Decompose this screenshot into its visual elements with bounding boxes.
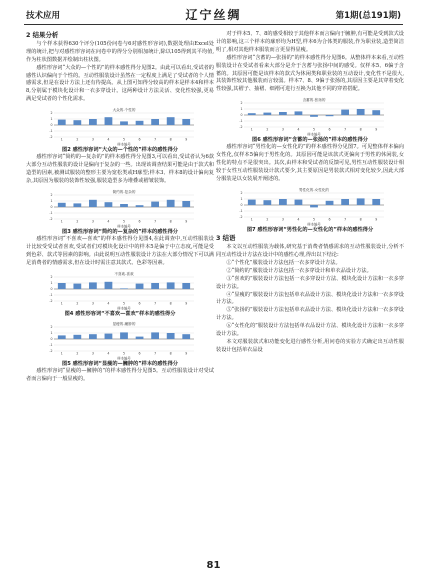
x-tick-label: 1 xyxy=(250,127,253,132)
page-number: 81 xyxy=(206,560,221,571)
bar xyxy=(73,120,81,125)
y-tick-label: 2 xyxy=(50,193,53,198)
figure-2 xyxy=(40,106,200,154)
y-tick-label: 1 xyxy=(240,197,243,202)
figure-caption: 图5 感性形容词“显瘦的—臃肿的”样本的感性得分 xyxy=(62,361,178,368)
x-tick-label: 8 xyxy=(359,217,362,222)
chart-title: 大众的-个性的 xyxy=(112,108,136,113)
x-tick-label: 9 xyxy=(185,351,188,356)
x-tick-label: 7 xyxy=(344,217,347,222)
bar xyxy=(73,283,81,288)
bar xyxy=(341,199,349,205)
y-tick-label: 2 xyxy=(50,111,53,116)
x-tick-label: 7 xyxy=(154,351,157,356)
journal-title: 辽宁丝绸 xyxy=(185,8,242,22)
x-tick-label: 5 xyxy=(312,217,316,222)
x-tick-label: 9 xyxy=(375,127,378,132)
x-tick-label: 8 xyxy=(359,127,362,132)
bar xyxy=(151,332,159,339)
y-tick-label: 1 xyxy=(50,331,53,336)
bar xyxy=(105,282,113,289)
y-tick-label: 1 xyxy=(50,117,53,122)
x-tick-label: 6 xyxy=(138,301,141,306)
y-tick-label: 0 xyxy=(240,203,243,208)
conclusion-heading: 3 结语 xyxy=(216,234,236,243)
bar xyxy=(89,119,97,125)
bar xyxy=(372,110,380,115)
y-tick-label: 2 xyxy=(240,191,243,196)
x-tick-label: 8 xyxy=(169,301,172,306)
list-item: ⑥“女性化的”服装设计方法包括单衣品设计方法、模块化设计方法和一衣多穿设计方法。 xyxy=(216,323,404,338)
x-axis-title: 样本编号 xyxy=(117,224,131,228)
page-header xyxy=(0,0,427,30)
bar xyxy=(120,332,128,339)
x-tick-label: 5 xyxy=(122,301,126,306)
paragraph: 感性形容词“显瘦的—臃肿的”的样本感性得分见图5。互动性服装设计对受试者而言偏向于一般显瘦的。 xyxy=(26,368,214,383)
figure-3 xyxy=(40,188,200,236)
x-tick-label: 9 xyxy=(185,137,188,142)
y-tick-label: 1 xyxy=(240,107,243,112)
left-column xyxy=(26,31,214,384)
bar xyxy=(151,202,159,207)
paragraph: 本文以互动性服装为载体,研究基于消费者情感需求的互动性服装设计,分析不同互动性设计方法在设计中的感性心理,得出以下结论: xyxy=(216,244,404,258)
figure-5 xyxy=(40,320,200,368)
chart-title: 显瘦的-臃肿的 xyxy=(112,322,136,327)
bar xyxy=(151,119,159,125)
y-tick-label: 0 xyxy=(50,337,53,342)
figure-caption: 图6 感性形容词“含蓄的—张扬的”样本的感性得分 xyxy=(252,137,368,144)
x-tick-label: 5 xyxy=(122,219,126,224)
bar xyxy=(167,117,175,125)
x-tick-label: 5 xyxy=(312,127,316,132)
x-tick-label: 7 xyxy=(154,219,157,224)
right-column xyxy=(216,31,404,355)
section-label: 技术应用 xyxy=(26,11,61,21)
bar xyxy=(295,200,303,205)
figure-caption: 图7 感性形容词“男性化的—女性化的”样本的感性得分 xyxy=(246,226,374,233)
chart-title: 男性化的-女性化的 xyxy=(298,187,330,192)
figure-6 xyxy=(230,96,390,144)
list-item: ⑤“张扬的”服装设计方法包括单衣品设计方法、模块化设计方法和一衣多穿设计方法。 xyxy=(216,307,404,322)
bar-chart xyxy=(40,106,200,146)
figure-7 xyxy=(230,186,390,234)
x-tick-label: 4 xyxy=(297,127,300,132)
x-tick-label: 2 xyxy=(76,351,79,356)
paragraph: 感性形容词“大众的—个性的”的样本感性得分见图2。由此可以看出,受试者的感性认识偏向于个性的。互动性服装设计虽然在一定程度上满足了受试者的个人情感需求,但是在设计方法上还有待提高。从上图可知得分较高的样本是样本4和样本8,分别属于模块化设计和一衣多穿设计。这两种设计方法灵活、变化性较强,更易满足受试者的个性化需求。 xyxy=(26,64,214,103)
x-tick-label: 9 xyxy=(375,217,378,222)
y-tick-label: -2 xyxy=(239,215,243,220)
paragraph: 对于样本5、7、8的感受相较于其他样本而言偏向于臃肿,有可能是受到款式设计的影响,这三个样本的廓形均为H型,样本6为合体类的服装,作为职业装,造型简洁明了,相对其他样本服装而言更显得显瘦。 xyxy=(216,31,404,53)
y-tick-label: -1 xyxy=(49,343,53,348)
paragraph: 感性形容词“简约的—复杂的”的样本感性得分见图3,可以看出,受试者认为6款大部分互动性服装的设计是偏向于复杂的一些。出现该调查结果可能是由于款式和造型的因素,被测试服装的整形主要为宽松类或H廓型;样本3、样本8的设计偏向复杂,其原因为服装的装饰性较强,服装造型多为堆叠或褶皱装饰。 xyxy=(26,154,214,185)
y-tick-label: 1 xyxy=(50,281,53,286)
x-tick-label: 3 xyxy=(91,137,94,142)
figure-caption: 图3 感性形容词“简约的—复杂的”样本的感性得分 xyxy=(62,228,178,235)
x-tick-label: 7 xyxy=(154,301,157,306)
y-tick-label: -1 xyxy=(49,211,53,216)
bar xyxy=(136,337,144,339)
bar xyxy=(89,200,97,207)
bar xyxy=(182,119,190,125)
x-tick-label: 4 xyxy=(107,301,110,306)
x-axis-title: 样本编号 xyxy=(307,132,321,137)
x-tick-label: 7 xyxy=(154,137,157,142)
x-tick-label: 8 xyxy=(169,219,172,224)
x-axis-title: 样本编号 xyxy=(117,356,131,361)
x-tick-label: 8 xyxy=(169,137,172,142)
bar xyxy=(89,334,97,339)
bar xyxy=(167,333,175,339)
bar xyxy=(357,109,365,115)
x-tick-label: 4 xyxy=(107,219,110,224)
figure-caption: 图4 感性形容词“不喜欢—喜欢”样本的感性得分 xyxy=(64,310,176,317)
x-tick-label: 1 xyxy=(60,219,63,224)
paragraph: 感性形容词“不喜欢—喜欢”的样本感性得分见图4,在此调查中,互动性服装设计比较受受试者喜欢,受试者们对模块化设计中的样本5是偏于中立态度,可能是受到色彩、款式等因素的影响。由此说明互动性服装设计方法在大部分情况下可以满足消费者的情感需求,但在设计时需注意其款式、色彩等因素。 xyxy=(26,236,214,266)
bar xyxy=(120,204,128,207)
chart-title: 含蓄的-张扬的 xyxy=(302,98,326,103)
list-item: ①“个性化”服装设计方法包括一衣多穿设计方法。 xyxy=(226,259,341,266)
x-tick-label: 5 xyxy=(122,351,126,356)
x-tick-label: 3 xyxy=(91,219,94,224)
bar xyxy=(58,283,66,289)
x-tick-label: 3 xyxy=(281,127,284,132)
x-tick-label: 6 xyxy=(138,137,141,142)
bar xyxy=(73,203,81,207)
bar xyxy=(136,121,144,125)
x-tick-label: 9 xyxy=(185,301,188,306)
y-tick-label: -1 xyxy=(49,293,53,298)
bar xyxy=(151,283,159,289)
y-tick-label: 2 xyxy=(50,325,53,330)
y-tick-label: -1 xyxy=(239,209,243,214)
bar xyxy=(105,334,113,339)
x-tick-label: 1 xyxy=(60,301,63,306)
bar xyxy=(167,282,175,289)
header-rule xyxy=(24,24,403,25)
bar-chart xyxy=(230,96,390,136)
chart-title: 不喜欢-喜欢 xyxy=(114,271,134,276)
y-tick-label: -2 xyxy=(49,349,53,354)
bar xyxy=(263,200,271,205)
figure-caption: 图2 感性形容词“大众的—个性的”样本的感性得分 xyxy=(62,147,178,154)
bar-chart xyxy=(40,188,200,228)
bar-chart xyxy=(40,270,200,310)
bar-chart xyxy=(230,186,390,226)
x-tick-label: 3 xyxy=(91,351,94,356)
y-tick-label: 2 xyxy=(50,275,53,280)
x-tick-label: 3 xyxy=(281,217,284,222)
bar xyxy=(136,283,144,288)
x-tick-label: 9 xyxy=(185,219,188,224)
x-tick-label: 6 xyxy=(138,351,141,356)
list-item: ②“简约的”服装设计方法包括一衣多穿设计和单衣品设计方法。 xyxy=(226,267,372,274)
x-axis-title: 样本编号 xyxy=(117,142,131,147)
list-item: ④“显瘦的”服装设计方法包括单衣品设计方法、模块化设计方法和一衣多穿设计方法。 xyxy=(216,291,404,306)
bar xyxy=(182,334,190,339)
bar xyxy=(263,113,271,115)
bar xyxy=(58,120,66,125)
y-tick-label: 1 xyxy=(50,199,53,204)
x-tick-label: 1 xyxy=(60,137,63,142)
y-tick-label: 0 xyxy=(50,287,53,292)
bar xyxy=(310,115,318,117)
x-axis-title: 样本编号 xyxy=(117,306,131,310)
x-tick-label: 2 xyxy=(266,217,269,222)
y-tick-label: 0 xyxy=(240,113,243,118)
bar xyxy=(89,282,97,289)
paragraph: 感性形容词“含蓄的—张扬的”的样本感性得分见图6。从整体样本来看,互动性服装设计在受试者看来大部分是介于含蓄与张扬中间的感受。仅样本5、6偏于含蓄的。其原因可能是该样本的款式为休闲类和职业装的互动设计,变化性不是很大,其装饰性较其他服装而言较弱。样本7、8、9偏于张扬的,其原因主要是其穿着变化性较强,其褶子、抽褶、细褶可进行互换为其他不同的穿着搭配。 xyxy=(216,54,404,93)
y-tick-label: 0 xyxy=(50,205,53,210)
x-tick-label: 4 xyxy=(107,351,110,356)
x-tick-label: 2 xyxy=(76,301,79,306)
bar xyxy=(248,113,256,115)
x-tick-label: 1 xyxy=(250,217,253,222)
x-tick-label: 2 xyxy=(266,127,269,132)
bar xyxy=(58,203,66,207)
y-tick-label: -1 xyxy=(49,129,53,134)
bar xyxy=(120,288,128,289)
bar xyxy=(182,283,190,289)
paragraph: 本文对服装款式和功能变化进行感性分析,用问卷的实验方式确定出互动性服装设计包括单衣品设 xyxy=(216,338,404,353)
bar xyxy=(326,201,334,205)
bar xyxy=(105,202,113,207)
bar xyxy=(341,110,349,115)
issue-label: 第1期(总191期) xyxy=(335,11,401,21)
y-tick-label: -2 xyxy=(49,299,53,304)
x-tick-label: 6 xyxy=(328,217,331,222)
bar xyxy=(357,198,365,205)
x-tick-label: 8 xyxy=(169,351,172,356)
bar xyxy=(182,201,190,207)
x-tick-label: 7 xyxy=(344,127,347,132)
bar xyxy=(279,112,287,115)
x-tick-label: 1 xyxy=(60,351,63,356)
list-item: ③“喜欢的”服装设计方法包括一衣多穿设计方法、模块化设计方法和一衣多穿设计方法。 xyxy=(216,275,404,290)
bar xyxy=(73,335,81,339)
bar xyxy=(326,115,334,116)
x-tick-label: 5 xyxy=(122,137,126,142)
bar xyxy=(120,122,128,126)
bar xyxy=(279,199,287,205)
bar xyxy=(105,117,113,125)
figure-4 xyxy=(40,270,200,318)
x-tick-label: 3 xyxy=(91,301,94,306)
y-tick-label: 0 xyxy=(50,123,53,128)
bar xyxy=(310,205,318,207)
y-tick-label: -2 xyxy=(49,217,53,222)
x-tick-label: 2 xyxy=(76,137,79,142)
y-tick-label: -1 xyxy=(239,119,243,124)
x-tick-label: 4 xyxy=(107,137,110,142)
x-tick-label: 6 xyxy=(138,219,141,224)
results-heading: 2 结果分析 xyxy=(26,31,59,39)
bar xyxy=(372,199,380,205)
chart-title: 简约的-复杂的 xyxy=(112,189,136,194)
bar xyxy=(136,205,144,207)
bar xyxy=(248,200,256,205)
paragraph: 感性形容词“男性化的—女性化的”的样本感性得分见图7。可见整体样本偏向女性化,仅样本5偏向于男性化的。其原因可能是该款式更偏向于男性的休闲装,女性化的特点不是很突出。其次,由样本和受试者的反馈可见,男性互动性服装设计相较于女性互动性服装设计款式要少,其主要原因是男装款式相对变化较少,因此大部分服装是以女装展开阐述的。 xyxy=(216,144,404,183)
paragraph: 与个样本获得630个评分(105份问卷与6对感性形容词),数据处理由Excel处理的统计,把与对感性形容词在问卷中的得分分别相加统计,除以105得到其平均值,作为柱状图数据并绘制出柱状图。 xyxy=(26,40,214,63)
y-tick-label: -2 xyxy=(49,135,53,140)
bar xyxy=(58,335,66,339)
x-tick-label: 6 xyxy=(328,127,331,132)
bar xyxy=(167,200,175,207)
x-tick-label: 2 xyxy=(76,219,79,224)
y-tick-label: -2 xyxy=(239,125,243,130)
x-tick-label: 4 xyxy=(297,217,300,222)
y-tick-label: 2 xyxy=(240,101,243,106)
bar xyxy=(295,112,303,116)
bar-chart xyxy=(40,320,200,360)
x-axis-title: 样本编号 xyxy=(307,222,321,226)
